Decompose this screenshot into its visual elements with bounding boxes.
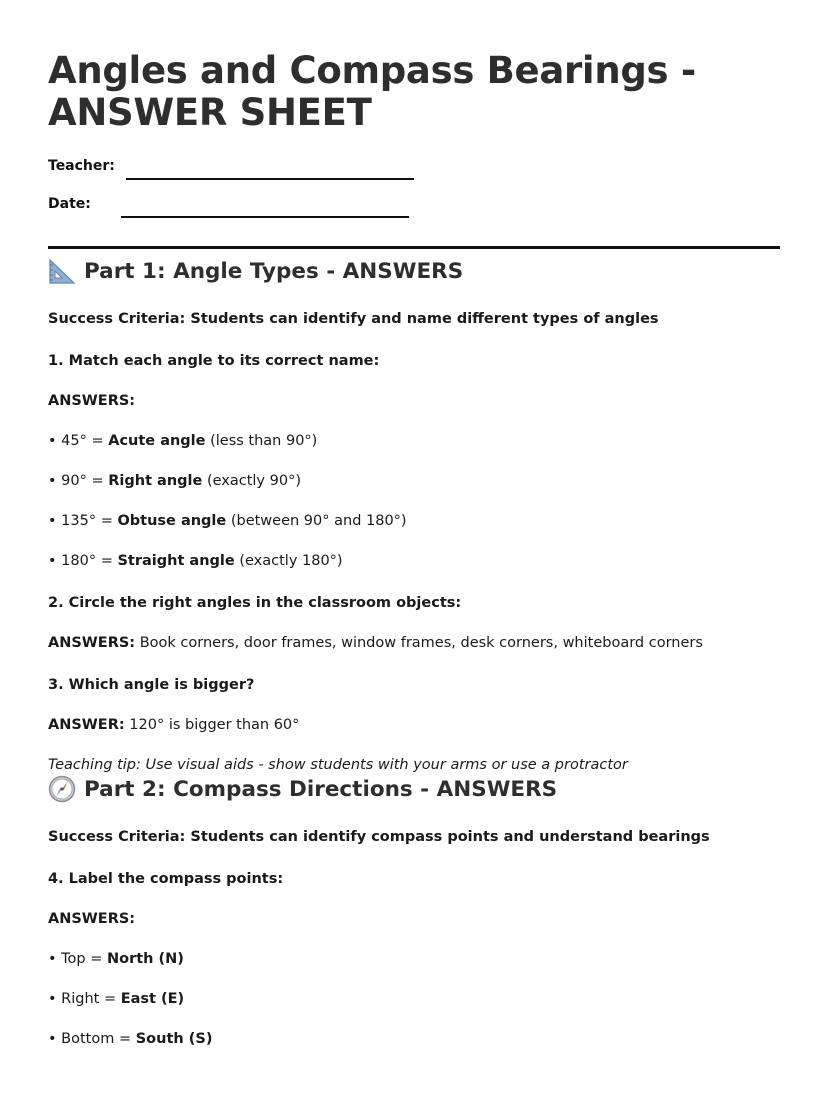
question-3: 3. Which angle is bigger? (48, 677, 255, 693)
answer-item-obtuse: • 135° = Obtuse angle (between 90° and 180°) (48, 513, 407, 529)
answer-item-acute: • 45° = Acute angle (less than 90°) (48, 433, 318, 449)
question-3-answer: ANSWER: 120° is bigger than 60° (48, 717, 300, 733)
part1-title-text: Part 1: Angle Types - ANSWERS (84, 258, 464, 284)
compass-icon (48, 775, 76, 803)
answer-sheet-page (48, 50, 780, 1049)
question-4-answers-label: ANSWERS: (48, 911, 136, 927)
answer-item-south: • Bottom = South (S) (48, 1031, 213, 1047)
triangle-ruler-icon (48, 257, 76, 285)
part2-heading (48, 775, 780, 803)
date-blank-line (121, 206, 409, 218)
part2-success-criteria: Success Criteria: Students can identify compass points and understand bearings (48, 829, 710, 845)
question-2-answer: ANSWERS: Book corners, door frames, window frames, desk corners, whiteboard corners (48, 635, 703, 651)
part1-heading (48, 257, 780, 285)
date-label: Date: (48, 196, 91, 212)
part2-title-text: Part 2: Compass Directions - ANSWERS (84, 776, 558, 802)
question-1-answers-label: ANSWERS: (48, 393, 136, 409)
question-1: 1. Match each angle to its correct name: (48, 353, 380, 369)
page-title: Angles and Compass Bearings - ANSWER SHEET (48, 49, 696, 134)
teacher-field (48, 158, 780, 174)
answer-item-east: • Right = East (E) (48, 991, 185, 1007)
part1-success-criteria: Success Criteria: Students can identify and name different types of angles (48, 311, 659, 327)
teaching-tip: Teaching tip: Use visual aids - show students with your arms or use a protractor (48, 757, 628, 773)
date-field (48, 196, 780, 212)
header-divider (48, 246, 780, 249)
teacher-blank-line (126, 168, 414, 180)
question-2: 2. Circle the right angles in the classroom objects: (48, 595, 462, 611)
answer-item-right: • 90° = Right angle (exactly 90°) (48, 473, 301, 489)
question-4: 4. Label the compass points: (48, 871, 284, 887)
teacher-label: Teacher: (48, 158, 115, 174)
answer-item-straight: • 180° = Straight angle (exactly 180°) (48, 553, 343, 569)
answer-item-north: • Top = North (N) (48, 951, 184, 967)
